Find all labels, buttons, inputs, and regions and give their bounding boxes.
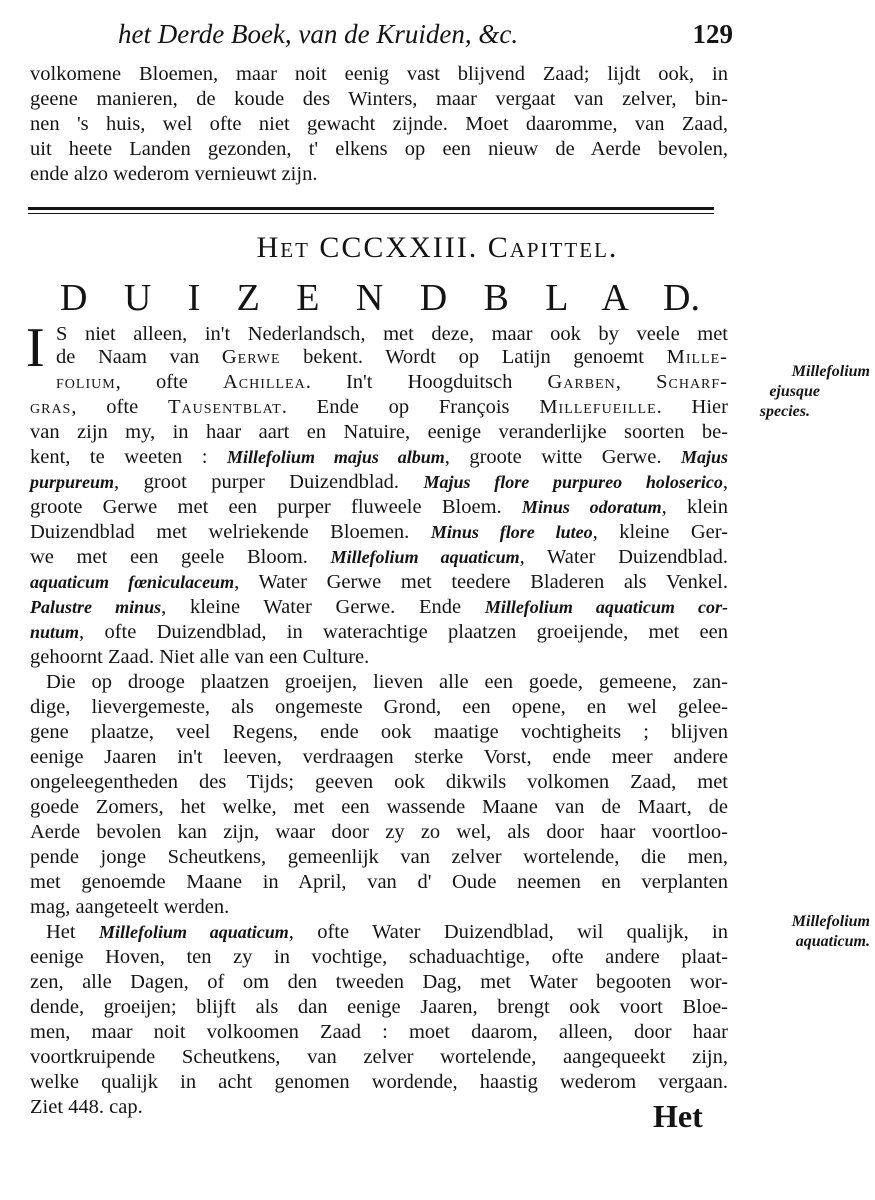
chapter-heading: Het CCCXXIII. Capittel. bbox=[256, 231, 619, 264]
intro-line: geene manieren, de koude des Winters, maar vergaat van zelver, bin- bbox=[30, 88, 728, 110]
body-line: Palustre minus, kleine Water Gerwe. Ende Millefolium aquaticum cor- bbox=[30, 596, 728, 618]
body-line: Ziet 448. cap. bbox=[30, 1096, 143, 1118]
body-line: met genoemde Maane in April, van d' Oude neemen en verplanten bbox=[30, 871, 728, 893]
body-line: dige, lievergemeste, als ongemeste Grond, een opene, en wel gelee- bbox=[30, 696, 728, 718]
body-line: zen, alle Dagen, of om den tweeden Dag, met Water begooten wor- bbox=[30, 971, 728, 993]
page-number: 129 bbox=[692, 19, 733, 49]
margin-note: Millefolium aquaticum. bbox=[791, 913, 870, 950]
body-line: folium, ofte Achillea. In't Hoogduitsch Garben, Scharf- bbox=[56, 371, 729, 393]
body-line: mag, aangeteelt werden. bbox=[30, 896, 230, 918]
body-line: purpureum, groot purper Duizendblad. Majus flore purpureo holoserico, bbox=[30, 471, 728, 493]
body-line: gehoornt Zaad. Niet alle van een Culture. bbox=[30, 646, 370, 668]
body-line: eenige Hoven, ten zy in vochtige, schaduachtige, ofte andere plaat- bbox=[30, 946, 728, 968]
body-line: van zijn my, in haar aart en Natuire, eenige veranderlijke soorten be- bbox=[30, 421, 728, 443]
intro-line: ende alzo wederom vernieuwt zijn. bbox=[30, 163, 318, 185]
body-line: aquaticum fœniculaceum, Water Gerwe met teedere Bladeren als Venkel. bbox=[30, 571, 729, 593]
header-title: het Derde Boek, van de Kruiden, &c. bbox=[118, 19, 519, 49]
body-line: pende jonge Scheutkens, gemeenlijk van zelver wortelende, die men, bbox=[30, 846, 728, 868]
body-line: Het Millefolium aquaticum, ofte Water Duizendblad, wil qualijk, in bbox=[46, 921, 729, 943]
body-line: goede Zomers, het welke, met een wassende Maane van de Maart, de bbox=[30, 796, 728, 818]
body-line: nutum, ofte Duizendblad, in waterachtige plaatzen groeijende, met een bbox=[30, 621, 728, 643]
body-line: ongeleegentheden des Tijds; geeven ook dikwils volkomen Zaad, met bbox=[30, 771, 728, 793]
body-line: S niet alleen, in't Nederlandsch, met deze, maar ook by veele met bbox=[56, 323, 728, 345]
body-line: groote Gerwe met een purper fluweele Bloem. Minus odoratum, klein bbox=[30, 496, 728, 518]
body-line: men, maar noit volkoomen Zaad : moet daarom, alleen, door haar bbox=[30, 1021, 728, 1043]
body-line: Die op drooge plaatzen groeijen, lieven alle een goede, gemeene, zan- bbox=[46, 671, 728, 693]
body-line: de Naam van Gerwe bekent. Wordt op Latijn genoemt Mille- bbox=[56, 346, 728, 368]
body-line: dende, groeijen; blijft als dan eenige Jaaren, brengt ook voort Bloe- bbox=[30, 996, 728, 1018]
body-line: gene plaatze, veel Regens, ende ook maatige vochtigheits ; blijven bbox=[30, 721, 728, 743]
running-header bbox=[118, 14, 733, 54]
body-line: welke qualijk in acht genomen wordende, haastig wederom vergaan. bbox=[30, 1071, 728, 1093]
intro-line: nen 's huis, wel ofte niet gewacht zijnde. Moet daaromme, van Zaad, bbox=[30, 113, 728, 135]
body-line: kent, te weeten : Millefolium majus album, groote witte Gerwe. Majus bbox=[30, 446, 728, 468]
intro-line: uit heete Landen gezonden, t' elkens op een nieuw de Aerde bevolen, bbox=[30, 138, 728, 160]
body-line: Aerde bevolen kan zijn, waar door zy zo wel, als door haar voortloo- bbox=[30, 821, 728, 843]
catchword: Het bbox=[653, 1098, 703, 1134]
body-line: we met een geele Bloom. Millefolium aquaticum, Water Duizendblad. bbox=[30, 546, 728, 568]
body-line: Duizendblad met welriekende Bloemen. Minus flore luteo, kleine Ger- bbox=[30, 521, 728, 543]
section-divider bbox=[28, 207, 714, 210]
plant-name-title: D U I Z E N D B L A D. bbox=[60, 277, 700, 319]
intro-line: volkomene Bloemen, maar noit eenig vast blijvend Zaad; lijdt ook, in bbox=[30, 63, 728, 85]
body-line: gras, ofte Tausentblat. Ende op François Millefueille. Hier bbox=[30, 396, 728, 418]
body-line: voortkruipende Scheutkens, van zelver wortelende, aangequeekt zijn, bbox=[30, 1046, 728, 1068]
body-line: eenige Jaaren in't leeven, verdraagen sterke Vorst, ende meer andere bbox=[30, 746, 728, 768]
margin-note: Millefolium ejusque species. bbox=[759, 363, 870, 420]
drop-cap: I bbox=[26, 317, 45, 379]
section-divider-thin bbox=[28, 213, 714, 214]
